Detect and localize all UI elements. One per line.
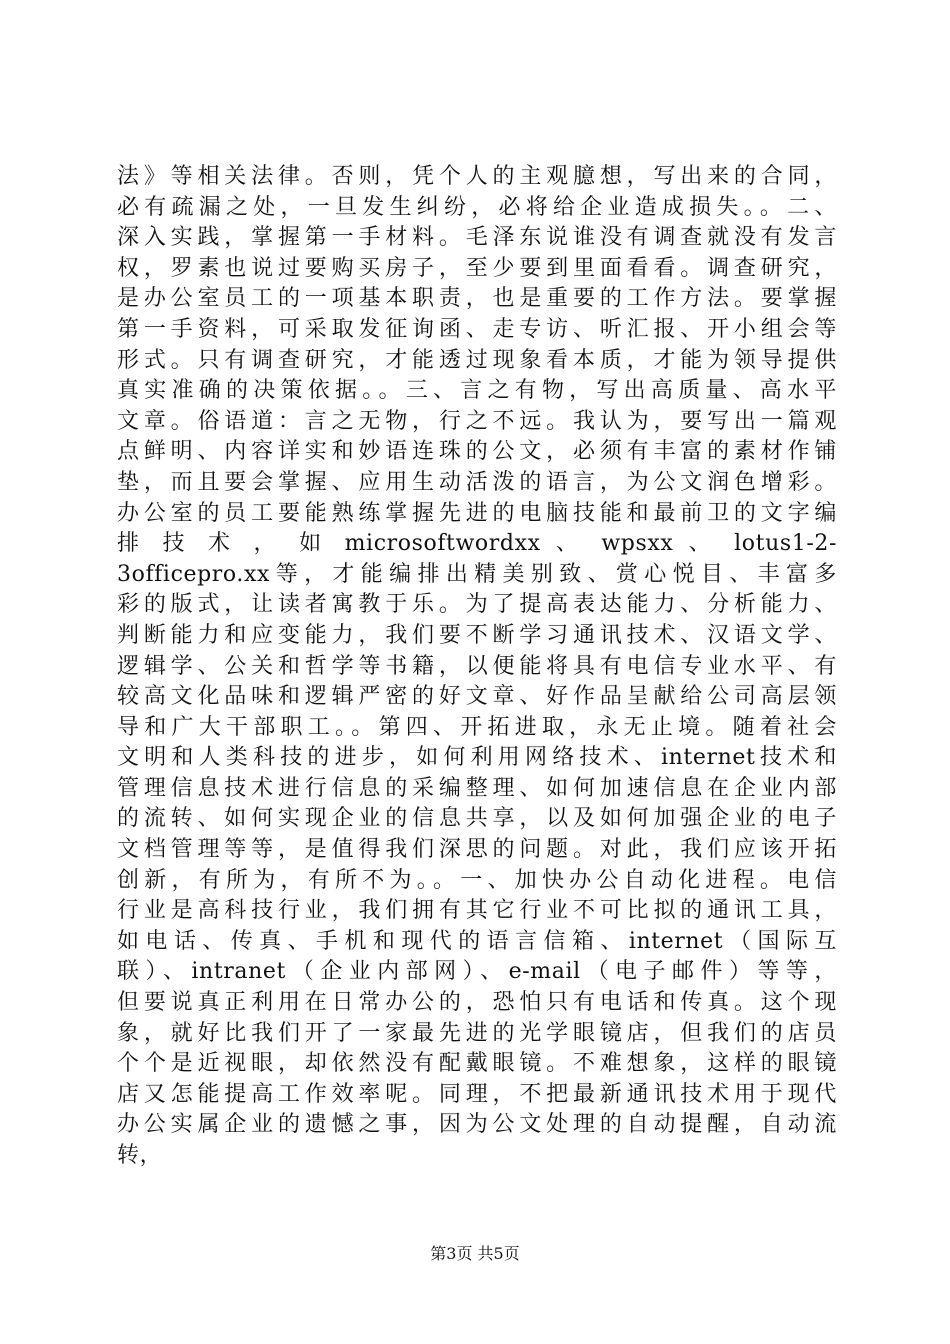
text-line-4: 权，罗素也说过要购买房子，至少要到里面看看。调查研究，: [117, 255, 837, 281]
body-text: [117, 162, 837, 1172]
text-line-1: 法》等相关法律。否则，凭个人的主观臆想，写出来的合同，: [117, 164, 837, 189]
text-line-28: 但要说真正利用在日常办公的，恐怕只有电话和传真。这个现: [117, 990, 837, 1016]
text-line-24: 创新，有所为，有所不为。。一、加快办公自动化进程。电信: [117, 867, 837, 893]
text-line-22: 的流转、如何实现企业的信息共享，以及如何加强企业的电子: [117, 806, 837, 832]
page-footer: [0, 1244, 950, 1264]
text-line-15: 彩的版式，让读者寓教于乐。为了提高表达能力、分析能力、: [117, 592, 837, 618]
text-line-11: 垫，而且要会掌握、应用生动活泼的语言，为公文润色增彩。: [117, 469, 837, 495]
text-line-21: 管理信息技术进行信息的采编整理、如何加速信息在企业内部: [117, 775, 837, 801]
text-line-2: 必有疏漏之处，一旦发生纠纷，必将给企业造成损失。。二、: [117, 194, 837, 220]
text-line-27: 联）、intranet（企业内部网）、e-mail（电子邮件）等等，: [117, 959, 837, 985]
text-line-16: 判断能力和应变能力，我们要不断学习通讯技术、汉语文学、: [117, 622, 837, 648]
text-line-12: 办公室的员工要能熟练掌握先进的电脑技能和最前卫的文字编: [117, 500, 837, 526]
text-line-32: 办公实属企业的遗憾之事，因为公文处理的自动提醒，自动流: [117, 1112, 837, 1138]
text-line-6: 第一手资料，可采取发征询函、走专访、听汇报、开小组会等: [117, 316, 837, 342]
text-line-20: 文明和人类科技的进步，如何利用网络技术、internet技术和: [117, 745, 837, 771]
text-line-31: 店又怎能提高工作效率呢。同理，不把最新通讯技术用于现代: [117, 1081, 837, 1107]
text-line-30: 个个是近视眼，却依然没有配戴眼镜。不难想象，这样的眼镜: [117, 1051, 837, 1077]
text-line-33: 转，: [117, 1143, 163, 1168]
text-line-26: 如电话、传真、手机和现代的语言信箱、internet（国际互: [117, 928, 837, 954]
text-line-14: 3officepro.xx等，才能编排出精美别致、赏心悦目、丰富多: [117, 561, 837, 587]
text-line-10: 点鲜明、内容详实和妙语连珠的公文，必须有丰富的素材作铺: [117, 439, 837, 465]
text-line-19: 导和广大干部职工。。第四、开拓进取，永无止境。随着社会: [117, 714, 837, 740]
text-line-9: 文章。俗语道：言之无物，行之不远。我认为，要写出一篇观: [117, 408, 837, 434]
text-line-17: 逻辑学、公关和哲学等书籍，以便能将具有电信专业水平、有: [117, 653, 837, 679]
page-number-label: 第3页 共5页: [430, 1244, 520, 1263]
text-line-13: 排 技 术 ， 如 microsoftwordxx 、 wpsxx 、 lotus1-2-: [117, 531, 837, 557]
text-line-3: 深入实践，掌握第一手材料。毛泽东说谁没有调查就没有发言: [117, 225, 837, 251]
text-line-23: 文档管理等等，是值得我们深思的问题。对此，我们应该开拓: [117, 837, 837, 863]
text-line-18: 较高文化品味和逻辑严密的好文章、好作品呈献给公司高层领: [117, 684, 837, 710]
text-line-8: 真实准确的决策依据。。三、言之有物，写出高质量、高水平: [117, 378, 837, 404]
text-line-29: 象，就好比我们开了一家最先进的光学眼镜店，但我们的店员: [117, 1020, 837, 1046]
text-line-25: 行业是高科技行业，我们拥有其它行业不可比拟的通讯工具，: [117, 898, 837, 924]
text-line-5: 是办公室员工的一项基本职责，也是重要的工作方法。要掌握: [117, 286, 837, 312]
text-line-7: 形式。只有调查研究，才能透过现象看本质，才能为领导提供: [117, 347, 837, 373]
